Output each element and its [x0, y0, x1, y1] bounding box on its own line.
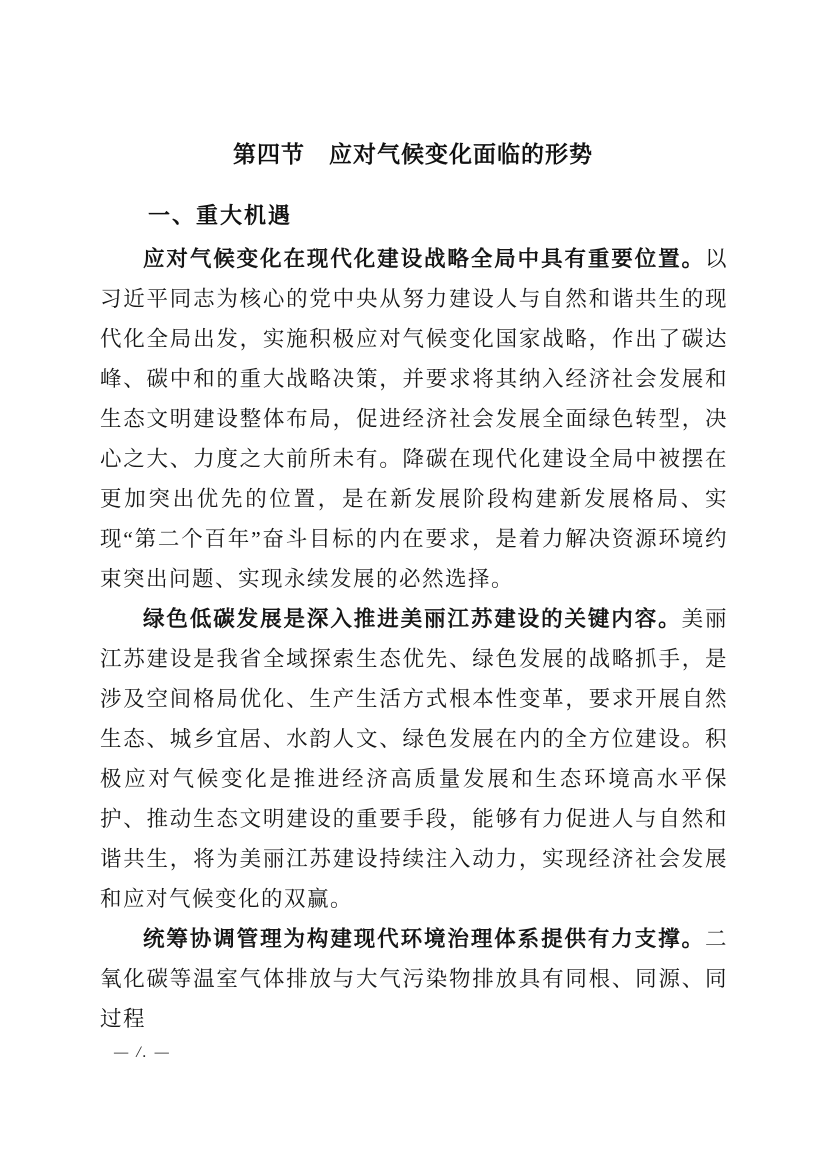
- paragraph: [100, 239, 728, 599]
- page-number-footer: — /. —: [114, 1044, 171, 1061]
- paragraph: [100, 919, 728, 1039]
- paragraph-lead-sentence: 绿色低碳发展是深入推进美丽江苏建设的关键内容。: [143, 607, 682, 631]
- paragraph-body-text: 以习近平同志为核心的党中央从努力建设人与自然和谐共生的现代化全局出发，实施积极应对气候变化国家战略，作出了碳达峰、碳中和的重大战略决策，并要求将其纳入经济社会发展和生态文明建设整体布局，促进经济社会发展全面绿色转型，决心之大、力度之大前所未有。降碳在现代化建设全局中被摆在更加突出优先的位置，是在新发展阶段构建新发展格局、实现“第二个百年”奋斗目标的内在要求，是着力解决资源环境约束突出问题、实现永续发展的必然选择。: [100, 247, 728, 591]
- section-heading: 一、重大机遇: [148, 203, 293, 228]
- paragraph-lead-sentence: 统筹协调管理为构建现代环境治理体系提供有力支撑。: [143, 927, 705, 951]
- paragraph-body-text: 二氧化碳等温室气体排放与大气污染物排放具有同根、同源、同过程: [100, 927, 728, 1031]
- paragraph-lead-sentence: 应对气候变化在现代化建设战略全局中具有重要位置。: [143, 247, 705, 271]
- page-title: 第四节 应对气候变化面临的形势: [233, 141, 593, 167]
- paragraph: [100, 599, 728, 919]
- body-text: [100, 239, 728, 1039]
- paragraph-body-text: 美丽江苏建设是我省全域探索生态优先、绿色发展的战略抓手，是涉及空间格局优化、生产生活方式根本性变革，要求开展自然生态、城乡宜居、水韵人文、绿色发展在内的全方位建设。积极应对气候变化是推进经济高质量发展和生态环境高水平保护、推动生态文明建设的重要手段，能够有力促进人与自然和谐共生，将为美丽江苏建设持续注入动力，实现经济社会发展和应对气候变化的双赢。: [100, 607, 728, 911]
